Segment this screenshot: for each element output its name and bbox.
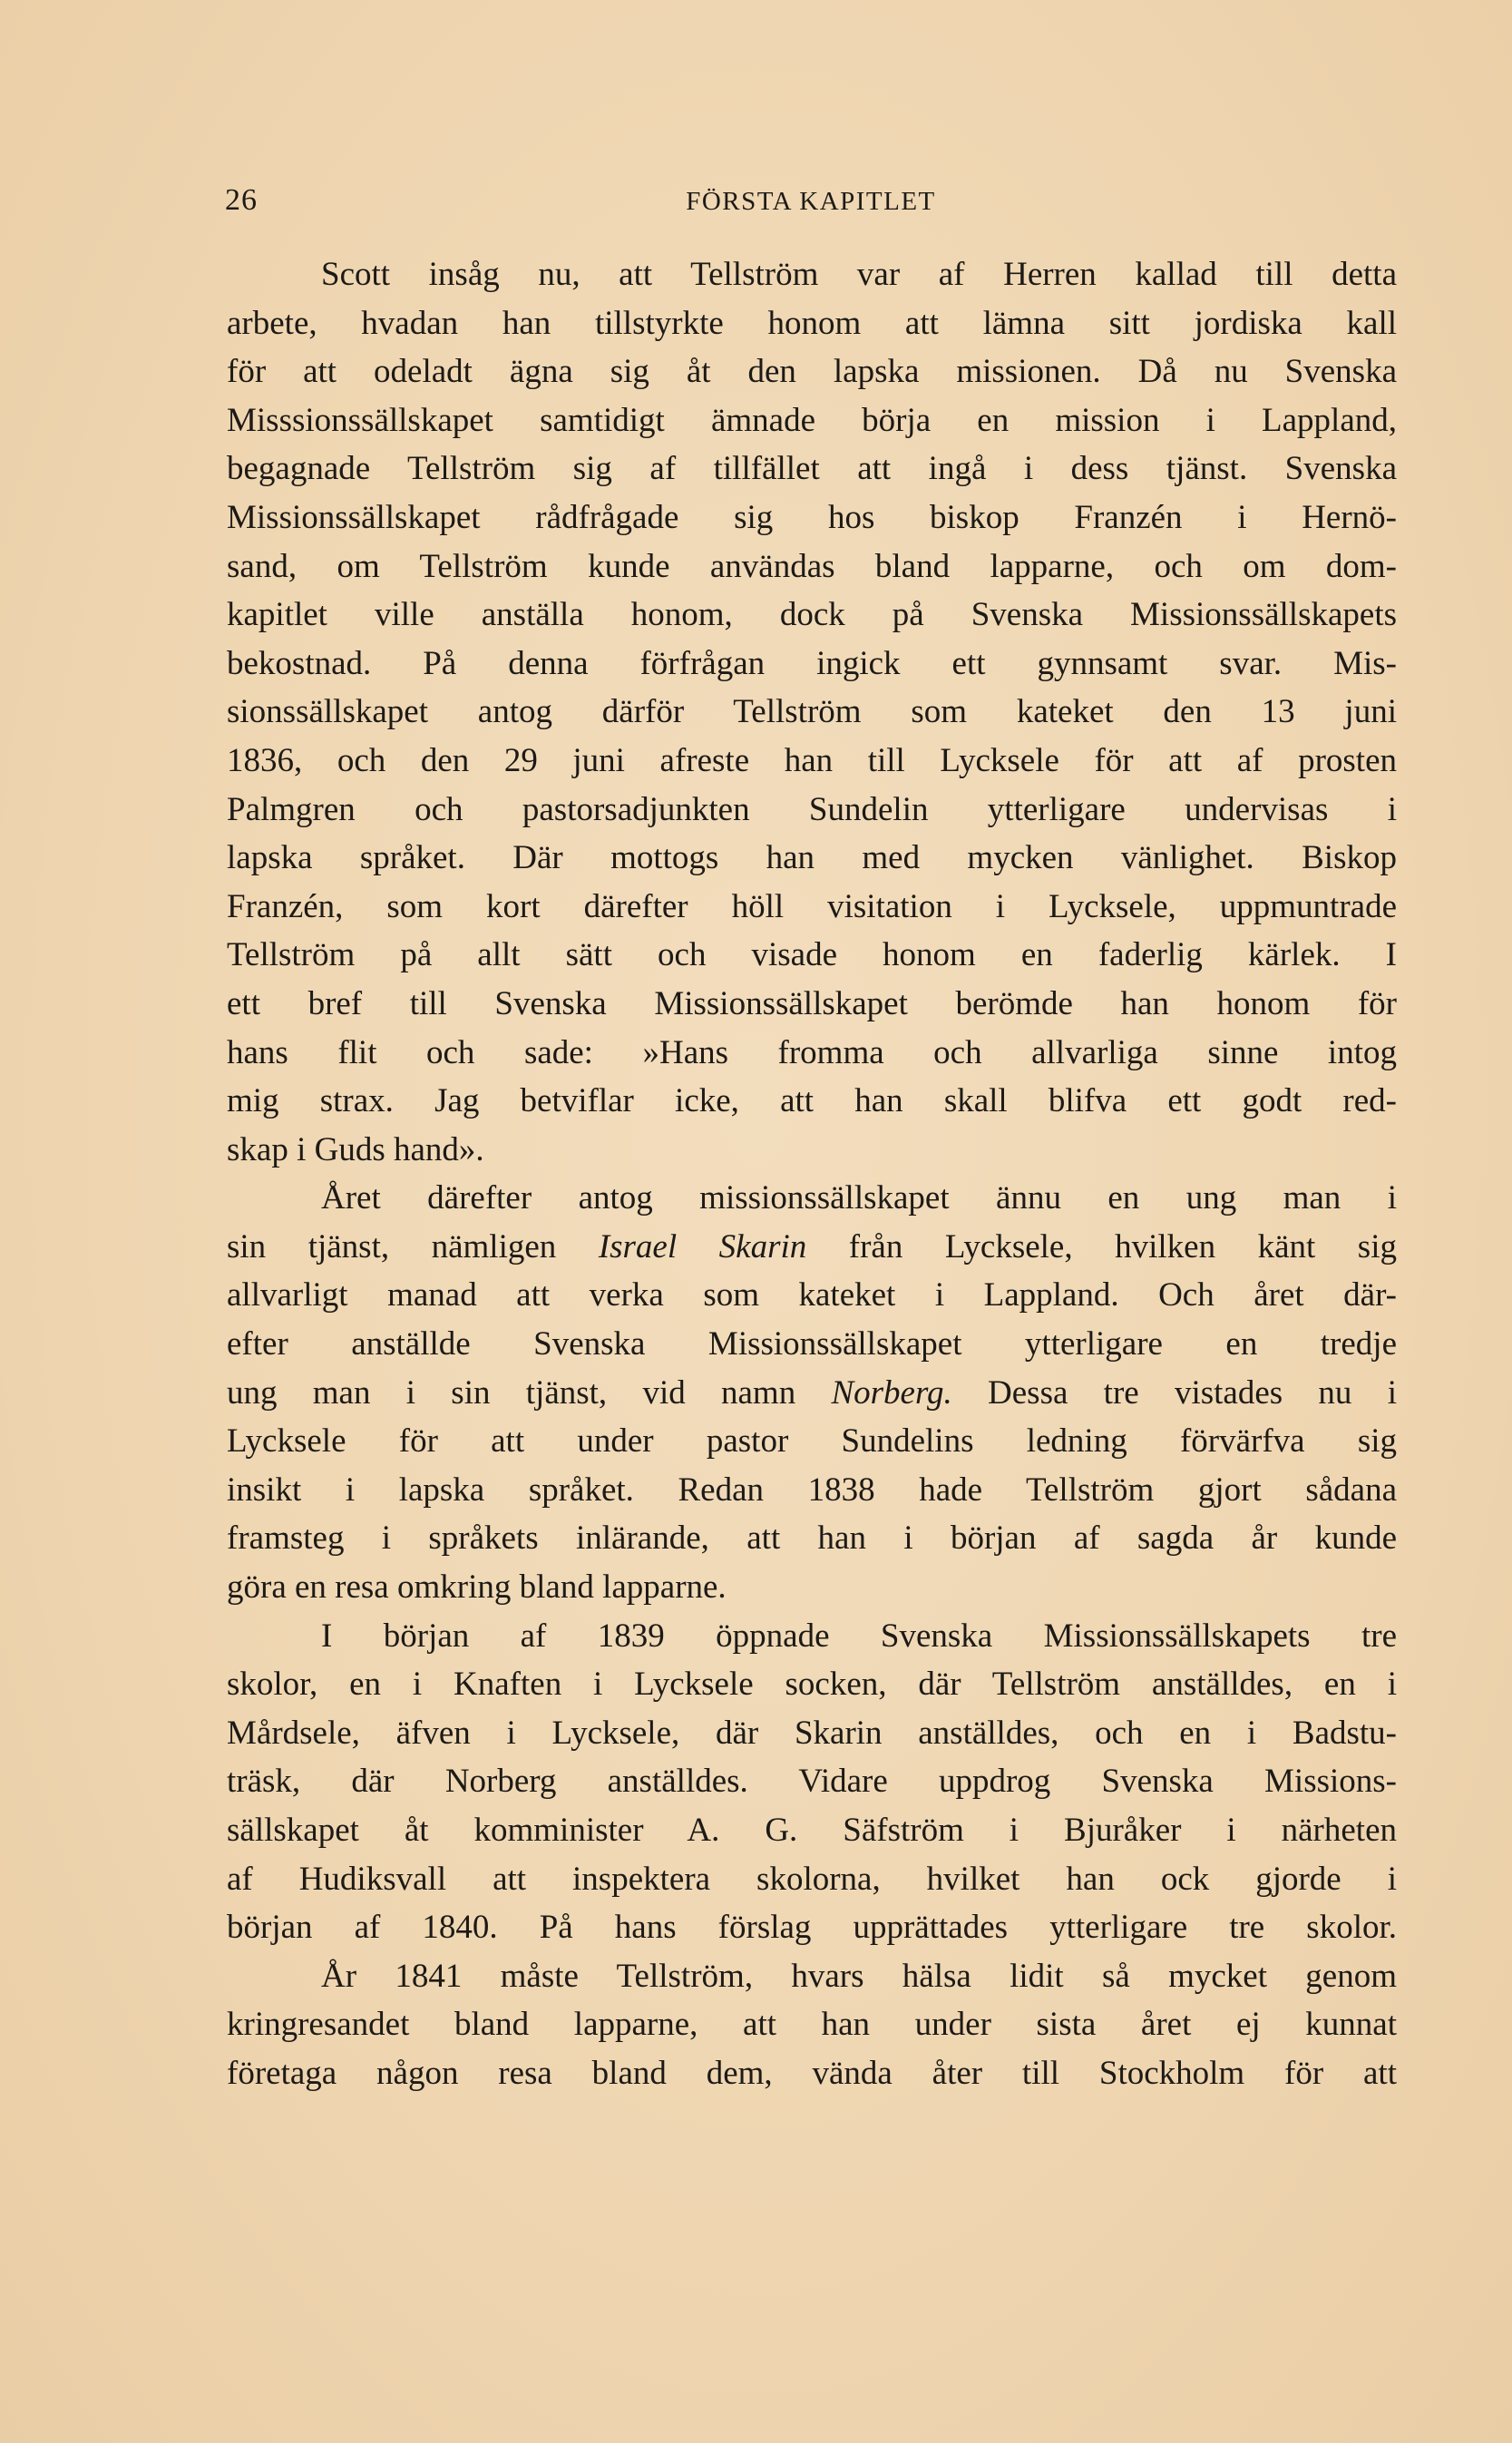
text-line xyxy=(227,1417,1397,1466)
text-line xyxy=(227,396,1397,445)
text-segment: Missionssällskapet rådfrågade sig hos biskop Franzén i Hernö- xyxy=(227,498,1397,536)
body-text xyxy=(227,250,1397,2098)
text-segment: 1836, och den 29 juni afreste han till Lycksele för att af prosten xyxy=(227,741,1397,779)
text-line xyxy=(227,1223,1397,1272)
text-line xyxy=(227,2049,1397,2098)
text-segment: lapska språket. Där mottogs han med mycken vänlighet. Biskop xyxy=(227,839,1397,877)
text-line xyxy=(227,1077,1397,1126)
text-segment: skap i Guds hand». xyxy=(227,1130,484,1168)
text-segment: Tellström på allt sätt och visade honom en faderlig kärlek. I xyxy=(227,936,1397,974)
text-segment: Mårdsele, äfven i Lycksele, där Skarin anställdes, och en i Badstu- xyxy=(227,1714,1397,1752)
text-line xyxy=(227,1952,1397,2001)
text-segment: mig strax. Jag betviflar icke, att han skall blifva ett godt red- xyxy=(227,1082,1397,1120)
text-segment: kringresandet bland lapparne, att han under sista året ej kunnat xyxy=(227,2006,1397,2044)
text-line xyxy=(227,1563,1397,1612)
text-segment: från Lycksele, hvilken känt sig xyxy=(806,1227,1397,1265)
text-segment: arbete, hvadan han tillstyrkte honom att lämna sitt jordiska kall xyxy=(227,304,1397,342)
text-line xyxy=(227,640,1397,689)
text-line xyxy=(227,445,1397,493)
text-segment: för att odeladt ägna sig åt den lapska missionen. Då nu Svenska xyxy=(227,353,1397,391)
running-head: FÖRSTA KAPITLET xyxy=(686,187,936,216)
text-segment: ung man i sin tjänst, vid namn xyxy=(227,1373,832,1412)
text-line xyxy=(227,786,1397,835)
text-segment: ett bref till Svenska Missionssällskapet berömde han honom för xyxy=(227,984,1397,1022)
text-segment: Lycksele för att under pastor Sundelins ledning förvärfva sig xyxy=(227,1422,1397,1461)
text-line xyxy=(227,1271,1397,1320)
text-line xyxy=(227,591,1397,640)
text-segment: Palmgren och pastorsadjunkten Sundelin ytterligare undervisas i xyxy=(227,790,1397,828)
text-segment: Franzén, som kort därefter höll visitation i Lycksele, uppmuntrade xyxy=(227,887,1397,925)
text-segment: sällskapet åt komminister A. G. Säfström i Bjuråker i närheten xyxy=(227,1812,1397,1849)
text-line xyxy=(227,1320,1397,1369)
text-line xyxy=(227,737,1397,786)
text-segment: begagnade Tellström sig af tillfället att ingå i dess tjänst. Svenska xyxy=(227,450,1397,488)
text-segment: sin tjänst, nämligen xyxy=(227,1227,599,1265)
italic-name: Norberg. xyxy=(831,1373,952,1412)
text-line xyxy=(227,1174,1397,1223)
text-line xyxy=(227,883,1397,932)
text-segment: göra en resa omkring bland lapparne. xyxy=(227,1568,727,1607)
text-segment: År 1841 måste Tellström, hvars hälsa lidit så mycket genom xyxy=(321,1957,1397,1995)
text-line xyxy=(227,980,1397,1029)
text-line xyxy=(227,1660,1397,1709)
text-segment: insikt i lapska språket. Redan 1838 hade Tellström gjort sådana xyxy=(227,1471,1397,1509)
text-line xyxy=(227,1855,1397,1904)
text-segment: Scott insåg nu, att Tellström var af Herren kallad till detta xyxy=(321,256,1397,293)
text-segment: Året därefter antog missionssällskapet ännu en ung man i xyxy=(321,1179,1397,1217)
text-segment: hans flit och sade: »Hans fromma och allvarliga sinne intog xyxy=(227,1033,1397,1071)
text-segment: företaga någon resa bland dem, vända åter till Stockholm för att xyxy=(227,2054,1397,2092)
text-segment: sand, om Tellström kunde användas bland lapparne, och om dom- xyxy=(227,547,1397,585)
text-line xyxy=(227,1709,1397,1758)
text-line xyxy=(227,493,1397,542)
text-segment: sionssällskapet antog därför Tellström som kateket den 13 juni xyxy=(227,693,1397,731)
text-segment: Misssionssällskapet samtidigt ämnade börja en mission i Lappland, xyxy=(227,401,1397,439)
text-segment: kapitlet ville anställa honom, dock på Svenska Missionssällskapets xyxy=(227,596,1397,634)
text-segment: Dessa tre vistades nu i xyxy=(951,1373,1397,1412)
italic-name: Israel Skarin xyxy=(598,1227,807,1265)
text-line xyxy=(227,1514,1397,1563)
page-number: 26 xyxy=(225,183,258,217)
text-line xyxy=(227,1903,1397,1952)
text-line xyxy=(227,1029,1397,1078)
text-segment: allvarligt manad att verka som kateket i Lappland. Och året där- xyxy=(227,1276,1397,1314)
text-line xyxy=(227,931,1397,980)
page-header xyxy=(225,183,1397,227)
text-line xyxy=(227,250,1397,299)
text-segment: bekostnad. På denna förfrågan ingick ett gynnsamt svar. Mis- xyxy=(227,644,1397,682)
text-segment: början af 1840. På hans förslag upprättades ytterligare tre skolor. xyxy=(227,1909,1397,1947)
text-line xyxy=(227,1126,1397,1175)
text-line xyxy=(227,834,1397,883)
text-line xyxy=(227,1612,1397,1661)
text-segment: skolor, en i Knaften i Lycksele socken, där Tellström anställdes, en i xyxy=(227,1666,1397,1704)
text-line xyxy=(227,1757,1397,1806)
text-segment: af Hudiksvall att inspektera skolorna, hvilket han ock gjorde i xyxy=(227,1860,1397,1898)
text-segment: framsteg i språkets inlärande, att han i början af sagda år kunde xyxy=(227,1520,1397,1558)
text-segment: efter anställde Svenska Missionssällskapet ytterligare en tredje xyxy=(227,1325,1397,1363)
text-line xyxy=(227,1369,1397,1418)
text-line xyxy=(227,2000,1397,2049)
text-line xyxy=(227,347,1397,396)
text-segment: I början af 1839 öppnade Svenska Missionssällskapets tre xyxy=(321,1617,1397,1655)
text-line xyxy=(227,542,1397,591)
text-line xyxy=(227,1806,1397,1855)
text-line xyxy=(227,1466,1397,1515)
text-line xyxy=(227,299,1397,348)
text-segment: träsk, där Norberg anställdes. Vidare uppdrog Svenska Missions- xyxy=(227,1763,1397,1801)
text-line xyxy=(227,688,1397,737)
